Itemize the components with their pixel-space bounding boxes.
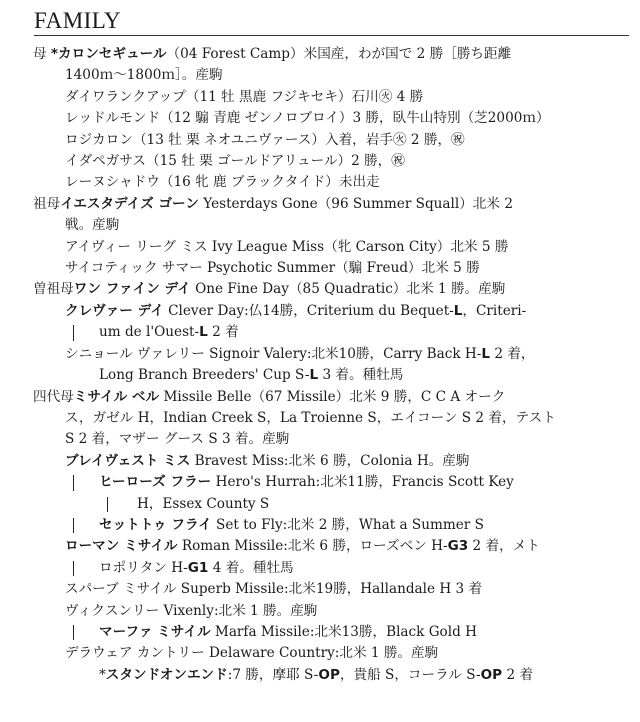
bold-name-text: OP bbox=[318, 666, 340, 683]
pedigree-line bbox=[33, 87, 629, 108]
bold-name-text: L bbox=[453, 302, 463, 319]
pedigree-line bbox=[33, 279, 629, 300]
pedigree-line bbox=[33, 451, 629, 472]
pedigree-line bbox=[33, 494, 629, 515]
pedigree-line bbox=[33, 322, 629, 343]
hang-indent-bar bbox=[73, 325, 74, 340]
pedigree-line bbox=[33, 408, 629, 429]
line-text: レッドルモンド（12 騸 青鹿 ゼンノロブロイ）3 勝，臥牛山特別（芝2000ｍ） bbox=[65, 110, 550, 127]
pedigree-line bbox=[33, 622, 629, 643]
line-text: 2 着 bbox=[207, 324, 239, 341]
bold-name-text: ヒーローズ フラー bbox=[99, 474, 212, 491]
line-text: um de l'Ouest- bbox=[99, 324, 200, 341]
line-text: S 2 着，マザー グース S 3 着。産駒 bbox=[65, 431, 290, 448]
line-text: ，貴船 S，コーラル S- bbox=[339, 666, 481, 683]
section-title: FAMILY bbox=[34, 8, 122, 33]
pedigree-line bbox=[33, 151, 629, 172]
line-text: Marfa Missile:北米13勝，Black Gold H bbox=[210, 623, 477, 640]
line-text: 2 着，メト bbox=[468, 538, 540, 555]
bold-name-text: G3 bbox=[447, 538, 469, 555]
line-text: スパーブ ミサイル Superb Missile:北米19勝，Hallandale H 3 着 bbox=[65, 581, 483, 598]
pedigree-line bbox=[33, 643, 629, 664]
hang-indent-bar bbox=[73, 518, 74, 533]
bold-name-text: OP bbox=[480, 666, 503, 683]
pedigree-line bbox=[33, 258, 629, 279]
bold-name-text: セットトゥ フライ bbox=[99, 516, 212, 533]
line-text: ヴィクスンリー Vixenly:北米 1 勝。産駒 bbox=[65, 602, 318, 619]
bold-name-text: イエスタデイズ ゴーン bbox=[60, 195, 199, 212]
line-text: 4 着。種牡馬 bbox=[208, 559, 294, 576]
bold-name-text: クレヴァー デイ bbox=[65, 302, 164, 319]
line-text: サイコティック サマー Psychotic Summer（騸 Freud）北米 5 勝 bbox=[65, 260, 480, 277]
pedigree-line bbox=[33, 515, 629, 536]
line-text: Clever Day:仏14勝，Criterium du Bequet- bbox=[163, 302, 454, 319]
bold-name-text: スタンドオンエンド bbox=[105, 666, 228, 683]
line-text: Bravest Miss:北米 6 勝，Colonia H。産駒 bbox=[190, 452, 470, 469]
pedigree-line bbox=[33, 172, 629, 193]
bold-name-text: L bbox=[481, 345, 491, 362]
bold-name-text: ミサイル ベル bbox=[73, 388, 160, 405]
line-text: H，Essex County S bbox=[137, 495, 270, 512]
pedigree-line bbox=[33, 344, 629, 365]
line-text: シニョール ヴァレリー Signoir Valery:北米10勝，Carry Back H- bbox=[65, 345, 482, 362]
line-text: イダペガサス（15 牡 栗 ゴールドアリュール）2 勝，㊗ bbox=[65, 153, 405, 170]
bold-name-text: マーファ ミサイル bbox=[99, 623, 211, 640]
line-text: Missile Belle（67 Missile）北米 9 勝，C C A オーク bbox=[159, 388, 506, 405]
line-text: ロジカロン（13 牡 栗 ネオユニヴァース）入着，岩手㊋ 2 勝，㊗ bbox=[65, 131, 465, 148]
hang-indent-bar bbox=[73, 561, 74, 576]
pedigree-line bbox=[33, 301, 629, 322]
line-text: Yesterdays Gone（96 Summer Squall）北米 2 bbox=[198, 195, 513, 212]
pedigree-line bbox=[33, 472, 629, 493]
pedigree-line bbox=[33, 44, 629, 65]
line-text: 祖母 bbox=[33, 195, 61, 212]
pedigree-line bbox=[33, 579, 629, 600]
pedigree-line bbox=[33, 601, 629, 622]
line-text: Long Branch Breeders' Cup S- bbox=[99, 367, 310, 384]
title-divider bbox=[34, 35, 629, 36]
line-text: One Fine Day（85 Quadratic）北米 1 勝。産駒 bbox=[190, 281, 506, 298]
line-text: （04 Forest Camp）米国産，わが国で 2 勝［勝ち距離 bbox=[166, 46, 512, 62]
pedigree-line bbox=[33, 108, 629, 129]
line-text: デラウェア カントリー Delaware Country:北米 1 勝。産駒 bbox=[65, 645, 439, 662]
pedigree-line bbox=[33, 558, 629, 579]
line-text: Hero's Hurrah:北米11勝，Francis Scott Key bbox=[211, 474, 514, 491]
line-text: レーヌシャドウ（16 牝 鹿 ブラックタイド）未出走 bbox=[65, 174, 380, 191]
bold-name-text: ブレイヴェスト ミス bbox=[65, 452, 191, 469]
line-text: 2 着 bbox=[502, 666, 534, 683]
pedigree-line bbox=[33, 130, 629, 151]
pedigree-line bbox=[33, 65, 629, 86]
pedigree-line bbox=[33, 365, 629, 386]
line-text: 母 bbox=[33, 46, 51, 62]
bold-name-text: *カロンセギュール bbox=[50, 46, 167, 62]
hang-indent-bar bbox=[73, 625, 74, 640]
line-text: 2 着， bbox=[490, 345, 535, 362]
pedigree-line bbox=[33, 215, 629, 236]
line-text: ，Criteri- bbox=[462, 302, 527, 319]
bold-name-text: L bbox=[199, 324, 208, 341]
bold-name-text: ワン ファイン デイ bbox=[73, 281, 191, 298]
hang-indent-bar bbox=[107, 497, 108, 512]
line-text: 1400ｍ～1800ｍ］。産駒 bbox=[65, 67, 223, 84]
hang-indent-bar bbox=[73, 475, 74, 490]
bold-name-text: G1 bbox=[187, 559, 209, 576]
bold-name-text: L bbox=[309, 367, 319, 384]
pedigree-line bbox=[33, 237, 629, 258]
line-text: Roman Missile:北米 6 勝，ローズベン H- bbox=[177, 538, 448, 555]
bold-name-text: ローマン ミサイル bbox=[65, 538, 178, 555]
pedigree-line bbox=[33, 387, 629, 408]
pedigree-line bbox=[33, 665, 629, 686]
line-text: 3 着。種牡馬 bbox=[318, 367, 404, 384]
pedigree-line bbox=[33, 194, 629, 215]
line-text: :7 勝，摩耶 S- bbox=[227, 666, 319, 683]
line-text: ス，ガゼル H，Indian Creek S，La Troienne S，エイコーン S 2 着，テスト bbox=[65, 409, 556, 426]
line-text: * bbox=[99, 666, 106, 683]
line-text: 曽祖母 bbox=[33, 281, 74, 298]
pedigree-line bbox=[33, 536, 629, 557]
family-pedigree-text bbox=[33, 44, 629, 686]
line-text: Set to Fly:北米 2 勝，What a Summer S bbox=[211, 516, 484, 533]
line-text: 戦。産駒 bbox=[65, 217, 120, 234]
line-text: 四代母 bbox=[33, 388, 74, 405]
pedigree-line bbox=[33, 429, 629, 450]
line-text: ロポリタン H- bbox=[99, 559, 188, 576]
line-text: アイヴィー リーグ ミス Ivy League Miss（牝 Carson City）北米 5 勝 bbox=[65, 238, 509, 255]
line-text: ダイワランクアップ（11 牡 黒鹿 フジキセキ）石川㊋ 4 勝 bbox=[65, 88, 424, 105]
